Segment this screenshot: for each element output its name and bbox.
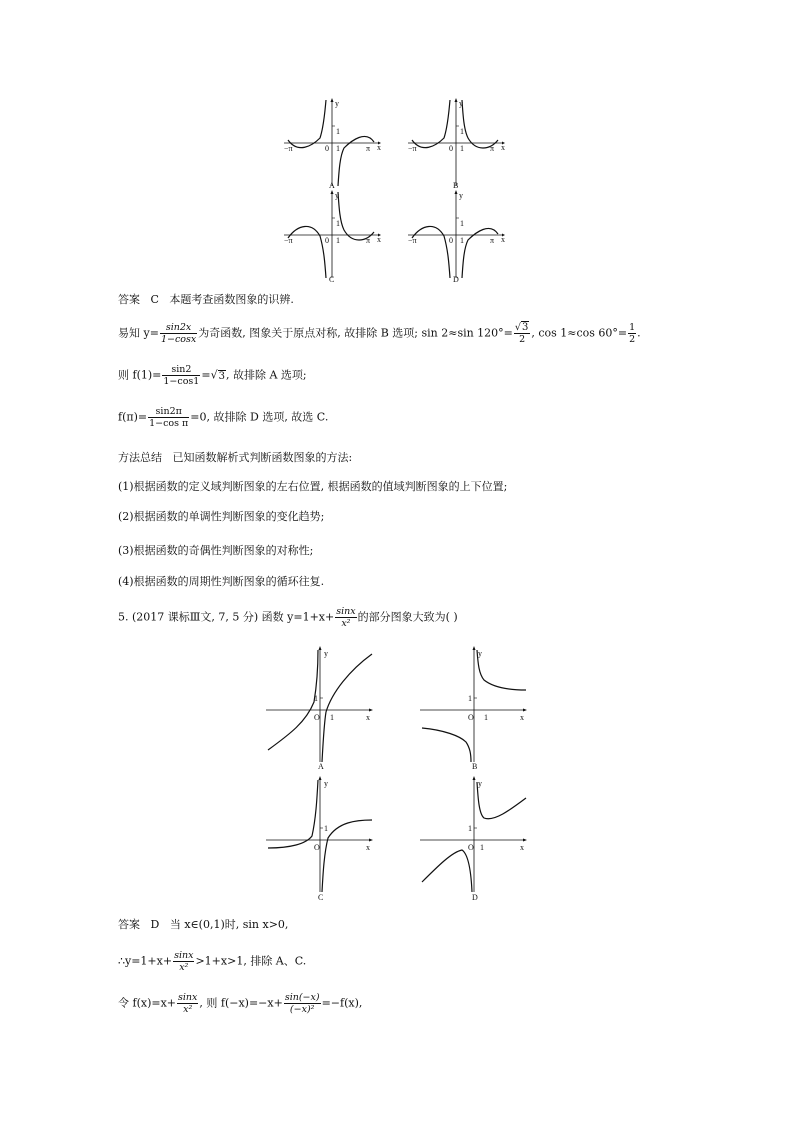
method-title: 方法总结 (118, 451, 162, 464)
text: 为奇函数, 图象关于原点对称, 故排除 B 选项; sin 2≈sin 120°= (198, 326, 513, 340)
text: . (637, 326, 641, 340)
graph-option-c-q4 (282, 188, 382, 284)
graph-option-c-q5 (262, 774, 380, 902)
answer-letter: D (150, 918, 160, 931)
text: ∴y=1+x+ (118, 954, 173, 968)
answer-text: 本题考查函数图象的识辨. (169, 293, 294, 306)
origin-label: O (468, 713, 474, 722)
method-item-2: (2)根据函数的单调性判断图象的变化趋势; (118, 510, 325, 523)
method-item-3: (3)根据函数的奇偶性判断图象的对称性; (118, 544, 314, 557)
x-axis-label: x (377, 235, 381, 244)
fraction (177, 992, 198, 1015)
one-tick-label: 1 (480, 843, 484, 852)
numerator: sinx (174, 950, 194, 961)
x-axis-label: x (377, 143, 381, 152)
y-axis-label: y (459, 99, 463, 108)
origin-label: O (468, 843, 474, 852)
numerator: sin2π (148, 406, 189, 418)
neg-pi-label: −π (284, 236, 293, 245)
y-axis-label: y (324, 649, 328, 658)
one-y-label: 1 (336, 219, 340, 228)
one-tick-label: 1 (330, 713, 334, 722)
fraction (628, 322, 636, 345)
y-axis-label: y (335, 191, 339, 200)
question-5 (118, 606, 458, 629)
one-y-label: 1 (336, 127, 340, 136)
answer-text: 当 x∈(0,1)时, sin x>0, (169, 918, 289, 931)
text: >1+x>1, 排除 A、C. (195, 954, 307, 968)
denominator: x² (183, 1004, 193, 1015)
fraction (284, 992, 321, 1015)
caption-c: C (318, 893, 324, 902)
neg-pi-label: −π (408, 236, 417, 245)
pi-label: π (490, 236, 495, 245)
neg-pi-label: −π (408, 144, 417, 153)
solution-q5-line-1 (118, 950, 306, 973)
numerator: 1 (629, 322, 636, 333)
x-axis-label: x (501, 235, 505, 244)
text: f(π)= (118, 410, 148, 424)
one-tick-label: 1 (460, 236, 464, 245)
fraction (162, 364, 200, 387)
numerator: sin2 (162, 364, 200, 376)
denominator: 1−cosx (160, 334, 197, 345)
solution-line-1 (118, 322, 641, 345)
denominator: x² (341, 618, 351, 629)
denominator: 2 (629, 334, 636, 345)
x-axis-label: x (520, 843, 524, 852)
one-y-label: 1 (460, 219, 464, 228)
fraction (173, 950, 194, 973)
answer-label: 答案 (118, 293, 140, 306)
pi-label: π (366, 236, 371, 245)
answer-q4 (118, 293, 294, 307)
one-tick-label: 1 (460, 144, 464, 153)
fraction (148, 406, 189, 429)
question-text: 的部分图象大致为( ) (357, 610, 458, 624)
numerator: sin(−x) (284, 992, 320, 1003)
answer-q5 (118, 918, 288, 932)
caption-d: D (472, 893, 478, 902)
neg-pi-label: −π (284, 144, 293, 153)
method-item-1: (1)根据函数的定义域判断图象的左右位置, 根据函数的值域判断图象的上下位置; (118, 480, 508, 493)
y-axis-label: y (478, 649, 482, 658)
denominator: x² (179, 962, 189, 973)
question-text: 5. (2017 课标Ⅲ文, 7, 5 分) 函数 y=1+x+ (118, 610, 335, 624)
numerator: sinx (178, 992, 198, 1003)
answer-letter: C (150, 293, 159, 306)
radicand: 3 (218, 370, 225, 382)
text: , 则 f(−x)=−x+ (199, 996, 283, 1010)
one-tick-label: 1 (336, 144, 340, 153)
fraction (160, 322, 197, 345)
denominator: 1−cos π (149, 418, 189, 429)
text: = (201, 368, 211, 382)
numerator: sinx (336, 606, 356, 617)
origin-label: 0 (325, 144, 329, 153)
solution-q5-line-2 (118, 992, 362, 1015)
caption-d: D (453, 275, 459, 284)
text: =−f(x), (321, 996, 363, 1010)
denominator: (−x)² (289, 1004, 315, 1015)
pi-label: π (490, 144, 495, 153)
caption-b: B (472, 762, 478, 770)
denominator: 2 (519, 334, 526, 345)
solution-line-2: 则 f(1)= $\frac{\sin 2}{1-\cos 1}$ =√3, 故排除 A 选项; (118, 364, 307, 387)
denominator: 1−cos1 (163, 376, 200, 387)
one-y-label: 1 (314, 694, 318, 703)
x-axis-label: x (366, 713, 370, 722)
y-axis-label: y (335, 99, 339, 108)
one-tick-label: 1 (336, 236, 340, 245)
caption-a: A (318, 762, 324, 770)
y-axis-label: y (459, 191, 463, 200)
fraction (514, 322, 530, 345)
numerator: √3 (514, 322, 529, 333)
y-axis-label: y (324, 779, 328, 788)
one-y-label: 1 (468, 824, 472, 833)
origin-label: 0 (449, 144, 453, 153)
one-tick-label: 1 (484, 713, 488, 722)
radicand: 3 (521, 322, 529, 333)
pi-label: π (366, 144, 371, 153)
one-y-label: 1 (468, 694, 472, 703)
graph-option-b-q5 (416, 644, 534, 770)
solution-line-3 (118, 406, 328, 429)
text: =0, 故排除 D 选项, 故选 C. (190, 410, 329, 424)
caption-c: C (329, 275, 335, 284)
fraction (335, 606, 356, 629)
one-y-label: 1 (460, 127, 464, 136)
graph-option-d-q4 (406, 188, 506, 284)
method-summary-heading (118, 451, 352, 465)
text: , cos 1≈cos 60°= (531, 326, 628, 340)
method-text: 已知函数解析式判断函数图象的方法: (172, 451, 353, 464)
caption-a: A (329, 181, 335, 190)
origin-label: 0 (325, 236, 329, 245)
method-item-4: (4)根据函数的周期性判断图象的循环往复. (118, 575, 325, 588)
x-axis-label: x (520, 713, 524, 722)
text: 令 f(x)=x+ (118, 996, 176, 1010)
graph-option-a-q4 (282, 96, 382, 192)
one-y-label: 1 (324, 824, 328, 833)
graph-option-d-q5 (416, 774, 534, 902)
graph-option-a-q5 (262, 644, 380, 770)
x-axis-label: x (366, 843, 370, 852)
origin-label: 0 (449, 236, 453, 245)
text: 易知 y= (118, 326, 159, 340)
numerator: sin2x (160, 322, 197, 334)
text: 则 f(1)= (118, 368, 162, 382)
caption-b: B (453, 181, 459, 190)
graph-option-b-q4 (406, 96, 506, 192)
answer-label: 答案 (118, 918, 140, 931)
x-axis-label: x (501, 143, 505, 152)
y-axis-label: y (478, 779, 482, 788)
text: , 故排除 A 选项; (225, 368, 307, 382)
origin-label: O (314, 713, 320, 722)
origin-label: O (314, 843, 320, 852)
